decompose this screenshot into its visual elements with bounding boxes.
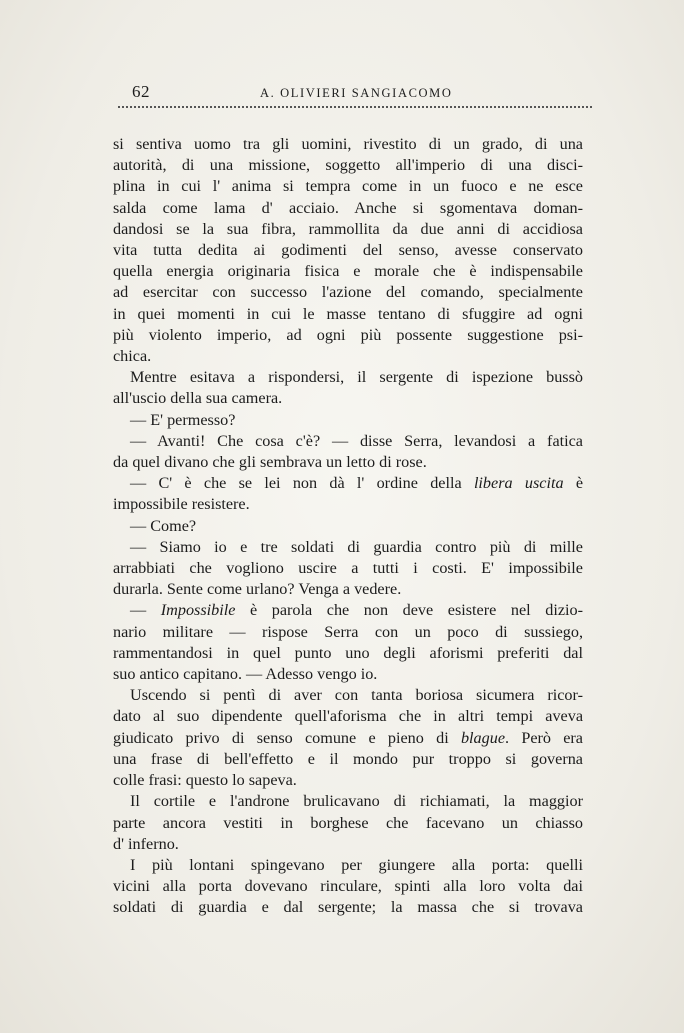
text-line: si sentiva uomo tra gli uomini, rivestito di un grado, di una	[113, 135, 583, 153]
running-head: A. OLIVIERI SANGIACOMO	[260, 86, 453, 100]
text-line: vita tutta dedita ai godimenti del senso, avesse conservato	[113, 241, 583, 260]
text-line: soldati di guardia e dal sergente; la massa che si trovava	[113, 898, 583, 917]
text-line: — Avanti! Che cosa c'è? — disse Serra, levandosi a fatica	[130, 431, 583, 450]
header-rule	[118, 106, 592, 108]
text-line: arrabbiati che vogliono uscire a tutti i costi. E' impossibile	[113, 559, 583, 578]
text-line: all'uscio della sua camera.	[113, 389, 283, 408]
text-line: una frase di bell'effetto e il mondo pur troppo si governa	[113, 749, 583, 768]
text-line: Uscendo si pentì di aver con tanta boriosa sicumera ricor-	[130, 686, 583, 705]
text-line: d' inferno.	[113, 834, 179, 853]
text-line: suo antico capitano. — Adesso vengo io.	[113, 665, 378, 684]
page-number: 62	[132, 82, 150, 101]
text-line: colle frasi: questo lo sapeva.	[113, 771, 297, 790]
text-line: Il cortile e l'androne brulicavano di richiamati, la maggior	[130, 792, 583, 811]
text-line: ad esercitar con successo l'azione del comando, specialmente	[113, 283, 583, 302]
text-line: dandosi se la sua fibra, rammollita da due anni di accidiosa	[113, 219, 583, 238]
text-line: chica.	[113, 347, 152, 366]
text-line: parte ancora vestiti in borghese che facevano un chiasso	[113, 813, 583, 832]
text-line: Mentre esitava a rispondersi, il sergente di ispezione bussò	[130, 368, 583, 387]
text-line: I più lontani spingevano per giungere alla porta: quelli	[130, 855, 583, 874]
text-line: salda come lama d' acciaio. Anche si sgomentava doman-	[113, 198, 583, 217]
text-line: nario militare — rispose Serra con un poco di sussiego,	[113, 622, 583, 641]
text-line: plina in cui l' anima si tempra come in un fuoco e ne esce	[113, 177, 583, 196]
text-line: durarla. Sente come urlano? Venga a vedere.	[113, 580, 402, 599]
text-line: — E' permesso?	[130, 410, 236, 429]
text-line: da quel divano che gli sembrava un letto di rose.	[113, 453, 427, 472]
text-line: quella energia originaria fisica e morale che è indispensabile	[113, 262, 583, 281]
text-line: giudicato privo di senso comune e pieno di blague. Però era	[113, 728, 583, 747]
page-header	[118, 82, 592, 104]
text-line: — C' è che se lei non dà l' ordine della libera uscita è	[130, 474, 583, 493]
text-line: rammentandosi in quel punto uno degli aforismi preferiti dal	[113, 643, 583, 662]
text-line: autorità, di una missione, soggetto all'imperio di una disci-	[113, 156, 583, 175]
body-text	[113, 134, 583, 919]
text-line: impossibile resistere.	[113, 495, 250, 514]
text-line: in quei momenti in cui le masse tentano di sfuggire ad ogni	[113, 304, 583, 323]
text-line: — Impossibile è parola che non deve esistere nel dizio-	[130, 601, 583, 620]
text-line: — Come?	[130, 516, 197, 535]
text-line: — Siamo io e tre soldati di guardia contro più di mille	[130, 537, 583, 556]
text-line: dato al suo dipendente quell'aforisma che in altri tempi aveva	[113, 707, 583, 726]
text-line: più violento imperio, ad ogni più possente suggestione psi-	[113, 325, 583, 344]
text-line: vicini alla porta dovevano rinculare, spinti alla loro volta dai	[113, 877, 583, 896]
